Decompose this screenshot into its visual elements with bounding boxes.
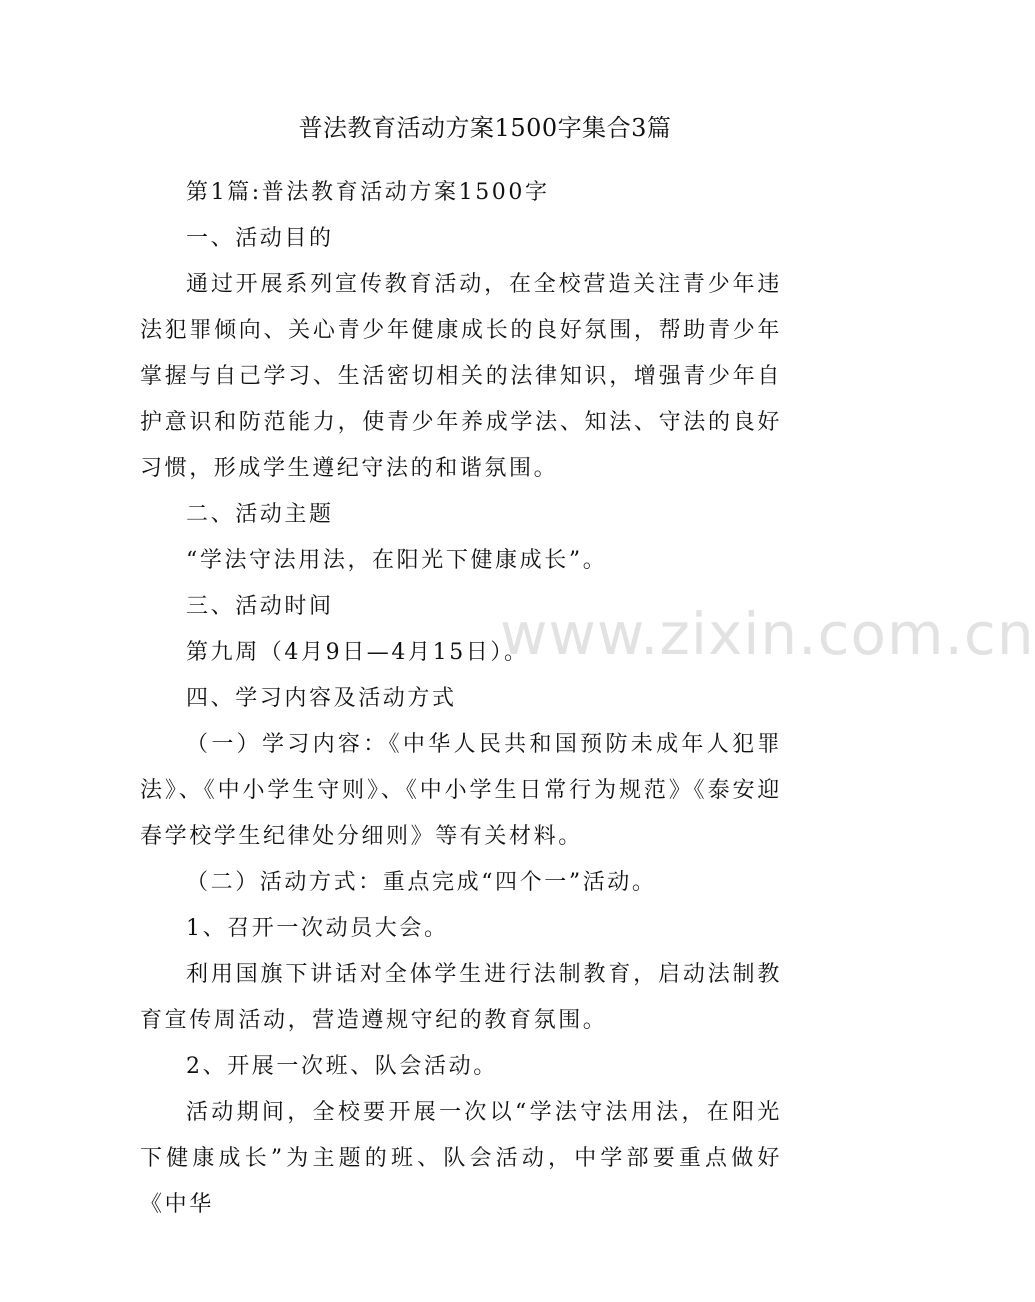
- section-heading: 第1篇:普法教育活动方案1500字: [186, 180, 550, 205]
- section-heading: 四、学习内容及活动方式: [186, 686, 457, 711]
- document-body: [140, 170, 782, 1228]
- watermark: www.zixin.com.cn: [500, 600, 1035, 668]
- paragraph: 活动期间，全校要开展一次以“学法守法用法，在阳光下健康成长”为主题的班、队会活动，中学部要重点做好《中华: [140, 1100, 782, 1217]
- list-item: 2、开展一次班、队会活动。: [186, 1054, 498, 1079]
- paragraph: 第九周（4月9日—4月15日）。: [186, 640, 529, 665]
- paragraph: 通过开展系列宣传教育活动，在全校营造关注青少年违法犯罪倾向、关心青少年健康成长的良好氛围，帮助青少年掌握与自己学习、生活密切相关的法律知识，增强青少年自护意识和防范能力，使青少年养成学法、知法、守法的良好习惯，形成学生遵纪守法的和谐氛围。: [140, 272, 782, 481]
- list-item: 1、召开一次动员大会。: [186, 916, 449, 941]
- section-heading: 一、活动目的: [186, 226, 334, 251]
- section-heading: 三、活动时间: [186, 594, 334, 619]
- paragraph: “学法守法用法，在阳光下健康成长”。: [186, 548, 608, 573]
- paragraph: （一）学习内容：《中华人民共和国预防未成年人犯罪法》、《中小学生守则》、《中小学生日常行为规范》《泰安迎春学校学生纪律处分细则》等有关材料。: [140, 732, 782, 849]
- paragraph: （二）活动方式：重点完成“四个一”活动。: [186, 870, 657, 895]
- document-title: 普法教育活动方案1500字集合3篇: [298, 114, 672, 142]
- paragraph: 利用国旗下讲话对全体学生进行法制教育，启动法制教育宣传周活动，营造遵规守纪的教育氛围。: [140, 962, 782, 1033]
- section-heading: 二、活动主题: [186, 502, 334, 527]
